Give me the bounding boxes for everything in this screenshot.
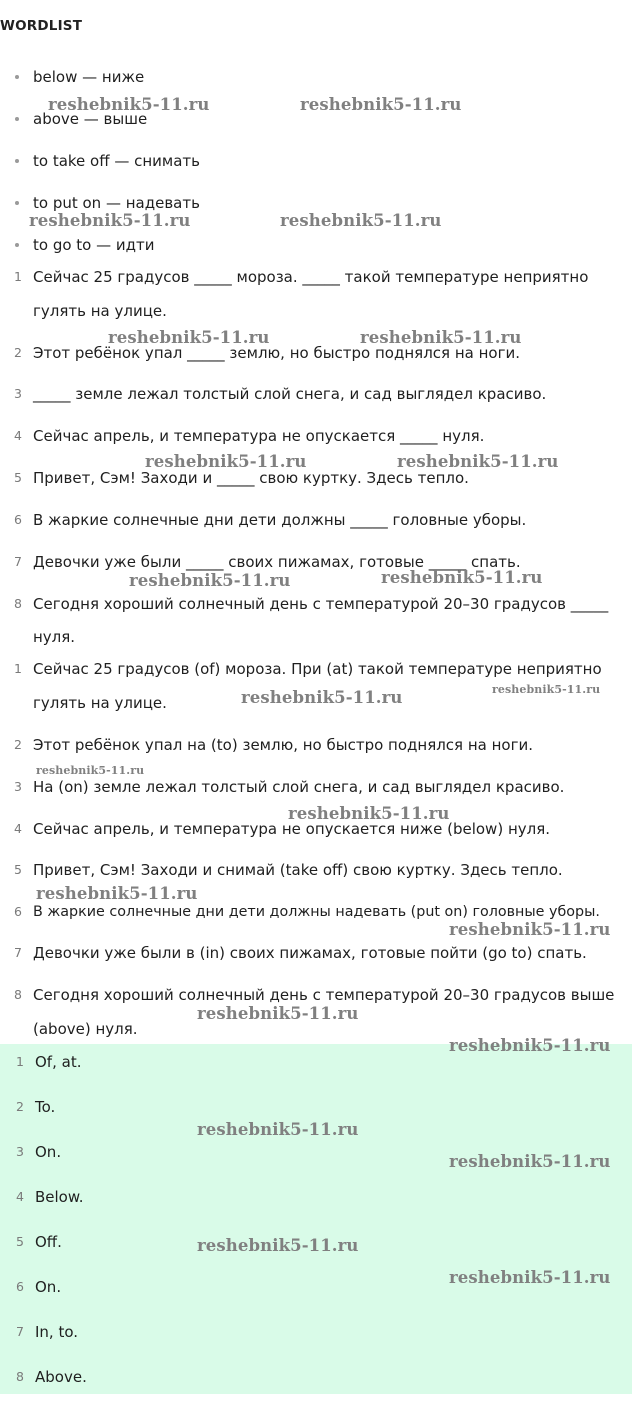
watermark: reshebnik5-11.ru <box>36 764 145 777</box>
exercise-number: 4 <box>14 428 22 443</box>
exercise-text: Сейчас апрель, и температура не опускается _____ нуля. <box>33 427 485 445</box>
exercise-number: 3 <box>14 386 22 401</box>
watermark: reshebnik5-11.ru <box>241 688 403 707</box>
exercise-text: В жаркие солнечные дни дети должны _____ головные уборы. <box>33 511 527 529</box>
watermark: reshebnik5-11.ru <box>197 1236 359 1255</box>
watermark: reshebnik5-11.ru <box>492 683 601 696</box>
answer-text: Of, at. <box>35 1053 82 1071</box>
wordlist-item: to put on — надевать <box>33 194 200 212</box>
translation-text: гулять на улице. <box>33 694 167 712</box>
answer-number: 2 <box>16 1099 24 1114</box>
exercise-text: нуля. <box>33 628 76 646</box>
answer-text: Above. <box>35 1368 87 1386</box>
watermark: reshebnik5-11.ru <box>449 1268 611 1287</box>
translation-number: 2 <box>14 737 22 752</box>
bullet <box>15 117 19 121</box>
wordlist-heading: WORDLIST <box>0 18 83 34</box>
watermark: reshebnik5-11.ru <box>360 328 522 347</box>
translation-text: Девочки уже были в (in) своих пижамах, готовые пойти (go to) спать. <box>33 944 587 962</box>
translation-text: Привет, Сэм! Заходи и снимай (take off) свою куртку. Здесь тепло. <box>33 861 563 879</box>
exercise-number: 6 <box>14 512 22 527</box>
wordlist-item: to take off — снимать <box>33 152 200 170</box>
translation-text: Сейчас апрель, и температура не опускается ниже (below) нуля. <box>33 820 551 838</box>
exercise-text: гулять на улице. <box>33 302 167 320</box>
translation-number: 4 <box>14 821 22 836</box>
exercise-number: 5 <box>14 470 22 485</box>
wordlist-item: below — ниже <box>33 68 145 86</box>
answer-number: 8 <box>16 1369 24 1384</box>
watermark: reshebnik5-11.ru <box>36 884 198 903</box>
answers-block <box>0 1044 632 1394</box>
watermark: reshebnik5-11.ru <box>145 452 307 471</box>
translation-text: Этот ребёнок упал на (to) землю, но быстро поднялся на ноги. <box>33 736 533 754</box>
answer-text: On. <box>35 1143 62 1161</box>
watermark: reshebnik5-11.ru <box>197 1120 359 1139</box>
answer-number: 7 <box>16 1324 24 1339</box>
translation-number: 7 <box>14 945 22 960</box>
exercise-text: Этот ребёнок упал _____ землю, но быстро поднялся на ноги. <box>33 344 520 362</box>
exercise-text: Сегодня хороший солнечный день с температурой 20–30 градусов _____ <box>33 595 609 613</box>
watermark: reshebnik5-11.ru <box>29 211 191 230</box>
answer-number: 4 <box>16 1189 24 1204</box>
translation-number: 6 <box>14 904 22 919</box>
bullet <box>15 201 19 205</box>
translation-number: 1 <box>14 661 22 676</box>
bullet <box>15 243 19 247</box>
exercise-text: Привет, Сэм! Заходи и _____ свою куртку. Здесь тепло. <box>33 469 469 487</box>
exercise-text: Девочки уже были _____ своих пижамах, готовые _____ спать. <box>33 553 521 571</box>
answer-text: To. <box>35 1098 56 1116</box>
watermark: reshebnik5-11.ru <box>129 571 291 590</box>
answer-number: 6 <box>16 1279 24 1294</box>
watermark: reshebnik5-11.ru <box>381 568 543 587</box>
translation-number: 3 <box>14 779 22 794</box>
translation-text: Сегодня хороший солнечный день с температурой 20–30 градусов выше <box>33 986 615 1004</box>
exercise-text: _____ земле лежал толстый слой снега, и сад выглядел красиво. <box>33 385 547 403</box>
exercise-number: 7 <box>14 554 22 569</box>
exercise-text: Сейчас 25 градусов _____ мороза. _____ такой температуре неприятно <box>33 268 589 286</box>
translation-text: На (on) земле лежал толстый слой снега, и сад выглядел красиво. <box>33 778 565 796</box>
watermark: reshebnik5-11.ru <box>48 95 210 114</box>
translation-text: В жаркие солнечные дни дети должны надевать (put on) головные уборы. <box>33 904 600 920</box>
watermark: reshebnik5-11.ru <box>108 328 270 347</box>
translation-text: Сейчас 25 градусов (of) мороза. При (at) такой температуре неприятно <box>33 660 602 678</box>
answer-text: In, to. <box>35 1323 79 1341</box>
exercise-number: 8 <box>14 596 22 611</box>
watermark: reshebnik5-11.ru <box>449 920 611 939</box>
watermark: reshebnik5-11.ru <box>197 1004 359 1023</box>
exercise-number: 1 <box>14 269 22 284</box>
watermark: reshebnik5-11.ru <box>449 1152 611 1171</box>
watermark: reshebnik5-11.ru <box>280 211 442 230</box>
bullet <box>15 159 19 163</box>
answer-number: 5 <box>16 1234 24 1249</box>
watermark: reshebnik5-11.ru <box>397 452 559 471</box>
answer-text: Below. <box>35 1188 84 1206</box>
answer-text: On. <box>35 1278 62 1296</box>
watermark: reshebnik5-11.ru <box>300 95 462 114</box>
translation-number: 5 <box>14 862 22 877</box>
watermark: reshebnik5-11.ru <box>449 1036 611 1055</box>
wordlist-item: to go to — идти <box>33 236 155 254</box>
answer-number: 1 <box>16 1054 24 1069</box>
translation-text: (above) нуля. <box>33 1020 138 1038</box>
wordlist-item: above — выше <box>33 110 148 128</box>
exercise-number: 2 <box>14 345 22 360</box>
answer-text: Off. <box>35 1233 62 1251</box>
bullet <box>15 75 19 79</box>
answer-number: 3 <box>16 1144 24 1159</box>
translation-number: 8 <box>14 987 22 1002</box>
watermark: reshebnik5-11.ru <box>288 804 450 823</box>
